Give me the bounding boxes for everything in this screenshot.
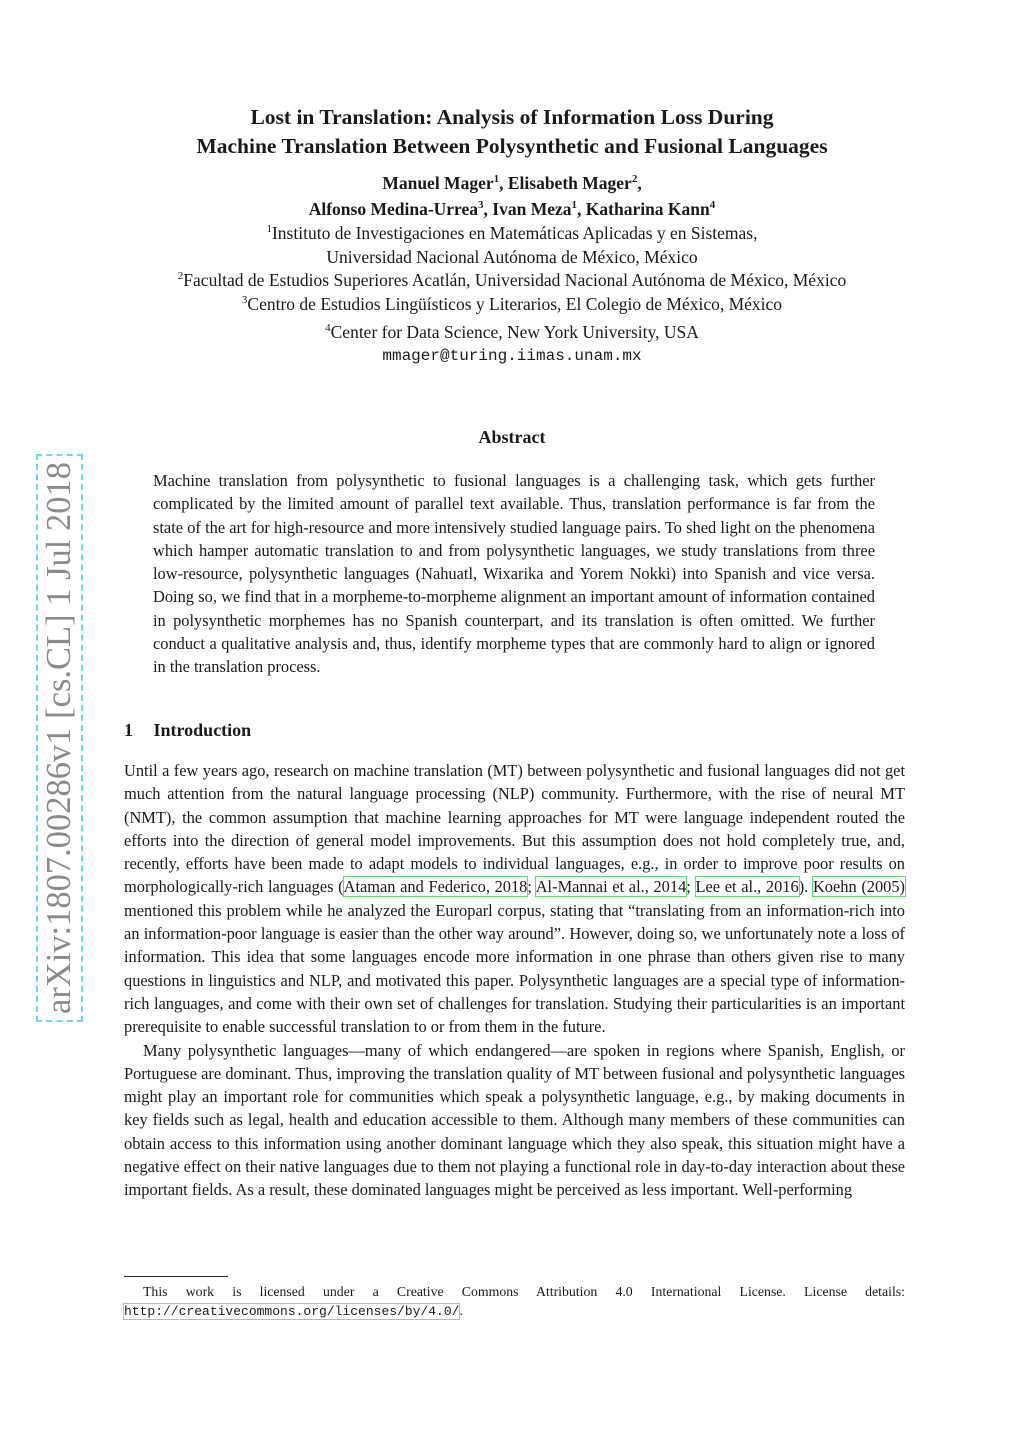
paragraph bbox=[124, 759, 905, 1039]
arxiv-identifier[interactable]: arXiv:1807.00286v1 [cs.CL] 1 Jul 2018 bbox=[40, 458, 79, 1018]
affil-text: Instituto de Investigaciones en Matemáticas Aplicadas y en Sistemas, bbox=[271, 223, 758, 243]
author-name: Elisabeth Mager bbox=[507, 173, 632, 193]
author-list bbox=[0, 170, 1024, 222]
paragraph: Many polysynthetic languages—many of which endangered—are spoken in regions where Spanish, English, or Portuguese are dominant. Thus, improving the translation quality of MT between fusional and polysynthetic languages might play an important role for communities which speak a polysynthetic language, e.g., by making documents in key fields such as legal, health and education accessible to them. Although many members of these communities can obtain access to this information using another dominant language which they also speak, this situation might have a negative effect on their native languages due to them not playing a functional role in day-to-day interaction about these important fields. As a result, these dominated languages might be perceived as less important. Well-performing bbox=[124, 1040, 905, 1200]
abstract-text: Machine translation from polysynthetic to fusional languages is a challenging task, which gets further complicated by the limited amount of parallel text available. Thus, translation performance is far from the state of the art for high-resource and more intensively studied language pairs. To shed light on the phenomena which hamper automatic translation to and from polysynthetic languages, we study translations from three low-resource, polysynthetic languages (Nahuatl, Wixarika and Yorem Nokki) into Spanish and vice versa. Doing so, we find that in a morpheme-to-morpheme alignment an important amount of information contained in polysynthetic morphemes has no Spanish counterpart, and its translation is often omitted. We further conduct a qualitative analysis and, thus, identify morpheme types that are commonly hard to align or ignored in the translation process. bbox=[153, 471, 875, 677]
footnote bbox=[124, 1282, 905, 1321]
affiliation-3 bbox=[0, 293, 1024, 317]
section-number: 1 bbox=[124, 720, 133, 740]
license-url-link[interactable]: http://creativecommons.org/licenses/by/4.0/ bbox=[124, 1304, 460, 1319]
affil-text: Centro de Estudios Lingüísticos y Literarios, El Colegio de México, México bbox=[247, 293, 783, 314]
title-line-1: Lost in Translation: Analysis of Information Loss During bbox=[250, 105, 774, 129]
contact-email[interactable]: mmager@turing.iimas.unam.mx bbox=[382, 346, 642, 365]
abstract-heading: Abstract bbox=[478, 427, 546, 447]
author-affil-mark: 4 bbox=[709, 199, 716, 212]
introduction-body bbox=[124, 759, 905, 1202]
citation-link[interactable]: Al-Mannai et al., 2014 bbox=[535, 877, 687, 897]
author-affil-mark: 2 bbox=[631, 173, 638, 186]
citation-link[interactable]: Lee et al., 2016 bbox=[695, 877, 799, 897]
author-line-2: Alfonso Medina-Urrea$^3$, Ivan Meza$^1$, Katharina Kann$^4$ bbox=[308, 199, 716, 219]
affiliation-2 bbox=[0, 269, 1024, 293]
citation-link[interactable]: Koehn (2005) bbox=[812, 877, 906, 897]
citation-separator: ; bbox=[686, 877, 696, 897]
footnote-rule bbox=[124, 1276, 228, 1277]
author-name: Ivan Meza bbox=[492, 199, 572, 219]
paragraph-text: mentioned this problem while he analyzed the Europarl corpus, stating that “translating from an information-rich into an information-poor language is easier than the other way around”. However, doing so, we unfortunately note a loss of information. This idea that some languages encode more information in one phrase than others given rise to many questions in linguistics and NLP, and motivated this paper. Polysynthetic languages are a special type of information-rich languages, and come with their own set of challenges for translation. Studying their particularities is an important prerequisite to enable successful translation to or from them in the future. bbox=[124, 900, 905, 1037]
affiliations bbox=[0, 222, 1024, 368]
footnote-text: This work is licensed under a Creative Commons Attribution 4.0 International License. License details: bbox=[143, 1284, 905, 1299]
title-line-2: Machine Translation Between Polysynthetic and Fusional Languages bbox=[196, 134, 828, 158]
author-name: Manuel Mager bbox=[382, 173, 494, 193]
paragraph-text: ). bbox=[798, 877, 813, 897]
affiliation-1-cont: Universidad Nacional Autónoma de México, México bbox=[326, 246, 698, 267]
affiliation-4 bbox=[0, 321, 1024, 345]
affiliation-1 bbox=[0, 222, 1024, 246]
author-affil-mark: 1 bbox=[493, 173, 500, 186]
author-name: Katharina Kann bbox=[585, 199, 710, 219]
section-title: Introduction bbox=[153, 720, 252, 740]
affil-mark: 3 bbox=[241, 293, 248, 306]
affil-mark: 1 bbox=[266, 223, 272, 236]
affil-text: Center for Data Science, New York University, USA bbox=[330, 322, 699, 342]
author-line-1: Manuel Mager$^1$, Elisabeth Mager$^2$, bbox=[382, 173, 642, 193]
paper-title bbox=[0, 103, 1024, 161]
paragraph-text: Until a few years ago, research on machine translation (MT) between polysynthetic and fusional languages did not get much attention from the natural language processing (NLP) community. Furthermore, with the rise of neural MT (NMT), the common assumption that machine learning approaches for MT were language independent routed the efforts into the direction of general model improvements. But this assumption does not hold completely true, and, recently, efforts have been made to adapt models to individual languages, e.g., in order to improve poor results on morphologically-rich languages ( bbox=[124, 761, 905, 897]
affil-text: Facultad de Estudios Superiores Acatlán, Universidad Nacional Autónoma de México, México bbox=[183, 270, 847, 290]
section-heading bbox=[124, 720, 251, 741]
author-name: Alfonso Medina-Urrea bbox=[308, 199, 479, 219]
affil-mark: 2 bbox=[177, 270, 184, 283]
author-affil-mark: 3 bbox=[478, 199, 484, 212]
citation-separator: ; bbox=[527, 877, 536, 897]
citation-link[interactable]: Ataman and Federico, 2018 bbox=[343, 877, 528, 897]
affil-mark: 4 bbox=[325, 322, 331, 335]
footnote-end: . bbox=[459, 1303, 463, 1318]
author-affil-mark: 1 bbox=[571, 199, 578, 212]
